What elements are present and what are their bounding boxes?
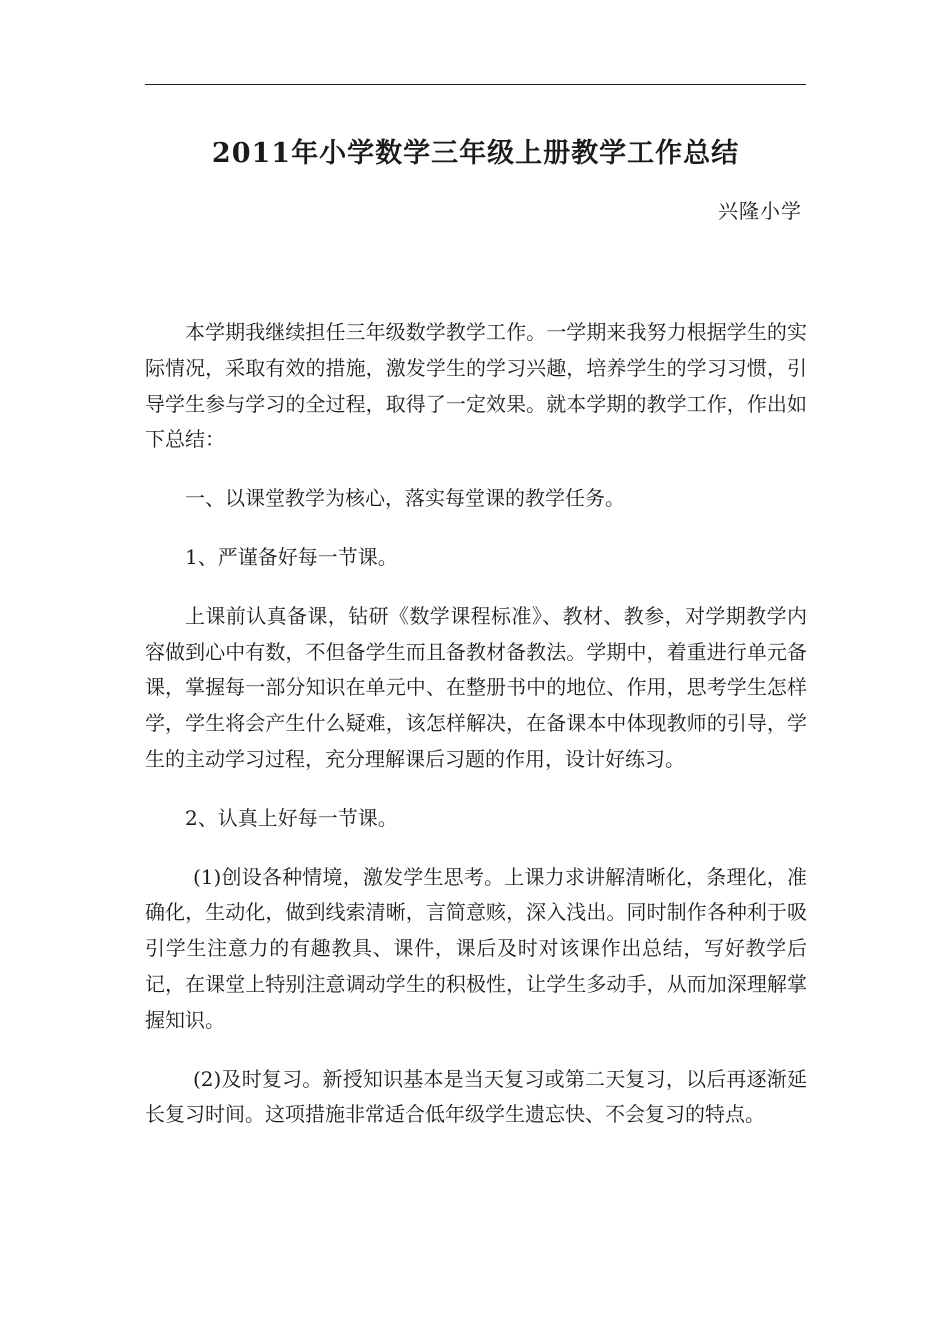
teaching-item-2-paragraph: (2)及时复习。新授知识基本是当天复习或第二天复习，以后再逐渐延长复习时间。这项措施非常适合低年级学生遗忘快、不会复习的特点。 [145, 1066, 807, 1127]
document-body [145, 315, 807, 1156]
subsection-heading-1: 1、严谨备好每一节课。 [185, 544, 398, 569]
subsection-heading-2: 2、认真上好每一节课。 [185, 805, 398, 830]
document-title: 2011年小学数学三年级上册教学工作总结 [211, 138, 740, 169]
teaching-item-1-paragraph: (1)创设各种情境，激发学生思考。上课力求讲解清晰化，条理化，准确化，生动化，做到线索清晰，言简意赅，深入浅出。同时制作各种利于吸引学生注意力的有趣教具、课件，课后及时对该课作出总结，写好教学后记，在课堂上特别注意调动学生的积极性，让学生多动手，从而加深理解掌握知识。 [145, 864, 807, 1032]
lesson-prep-paragraph: 上课前认真备课，钻研《数学课程标准》、教材、教参，对学期教学内容做到心中有数，不但备学生而且备教材备教法。学期中，着重进行单元备课，掌握每一部分知识在单元中、在整册书中的地位、作用，思考学生怎样学，学生将会产生什么疑难，该怎样解决，在备课本中体现教师的引导，学生的主动学习过程，充分理解课后习题的作用，设计好练习。 [145, 603, 807, 771]
document-author: 兴隆小学 [718, 199, 802, 223]
section-heading-1: 一、以课堂教学为核心，落实每堂课的教学任务。 [185, 486, 625, 511]
intro-paragraph: 本学期我继续担任三年级数学教学工作。一学期来我努力根据学生的实际情况，采取有效的措施，激发学生的学习兴趣，培养学生的学习习惯，引导学生参与学习的全过程，取得了一定效果。就本学期的教学工作，作出如下总结： [145, 320, 807, 452]
header-rule [145, 84, 806, 85]
